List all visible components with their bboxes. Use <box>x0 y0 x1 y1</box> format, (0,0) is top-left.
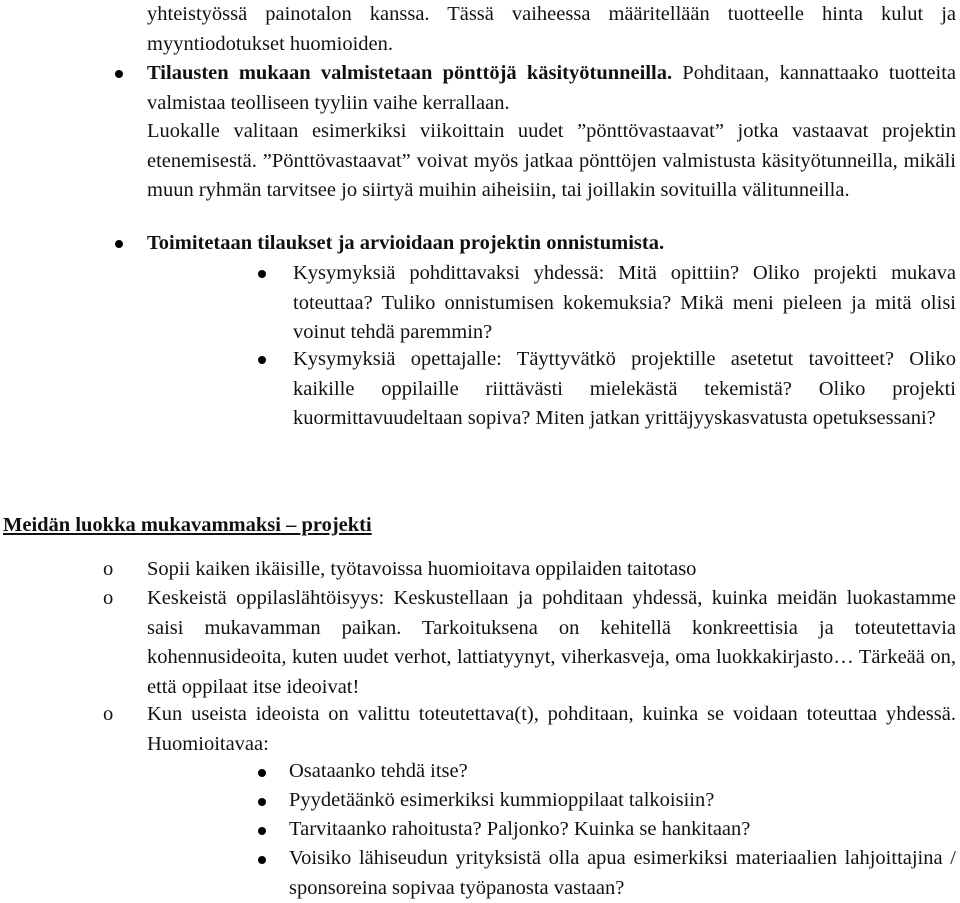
sub-list-item: Voisiko lähiseudun yrityksistä olla apua esimerkiksi materiaalien lahjoittajina / sponsoreina sopivaa työpanosta vastaan? <box>289 847 956 899</box>
sub-list-item-questions-together: Kysymyksiä pohdittavaksi yhdessä: Mitä opittiin? Oliko projekti mukava toteuttaa? Tuliko onnistumisen kokemuksia? Mikä meni pieleen ja mitä olisi voinut tehdä paremmin? <box>293 262 956 343</box>
section-heading: Meidän luokka mukavammaksi – projekti <box>3 514 372 536</box>
o-list-item-2: Keskeistä oppilaslähtöisyys: Keskustellaan ja pohditaan yhdessä, kuinka meidän luokastamme saisi mukavamman paikan. Tarkoituksena on kehitellä konkreettisia ja toteutettavia kohennusideoita, kuten uudet verhot, lattiatyynyt, viherkasveja, oma luokkakirjasto… Tärkeää on, että oppilaat itse ideoivat! <box>147 587 956 698</box>
sub-list-item: Tarvitaanko rahoitusta? Paljonko? Kuinka se hankitaan? <box>289 818 751 840</box>
paragraph-ponttovastaavat: Luokalle valitaan esimerkiksi viikoittain uudet ”pönttövastaavat” jotka vastaavat projektin etenemisestä. ”Pönttövastaavat” voivat myös jatkaa pönttöjen valmistusta käsityötunneilla, mikäli muun ryhmän tarvitsee jo siirtyä muihin aiheisiin, tai joillakin sovituilla välitunneilla. <box>147 120 956 201</box>
bullet-icon <box>258 798 266 806</box>
o-list-item-3: Kun useista ideoista on valittu toteutettava(t), pohditaan, kuinka se voidaan toteuttaa yhdessä. Huomioitavaa: <box>147 703 956 755</box>
list-item-tilausten <box>147 59 956 118</box>
o-bullet-marker: o <box>103 587 114 609</box>
list-item-toimitetaan: Toimitetaan tilaukset ja arvioidaan projektin onnistumista. <box>147 232 665 254</box>
o-bullet-marker: o <box>103 703 114 725</box>
bullet-icon <box>258 856 266 864</box>
o-list-item-1: Sopii kaiken ikäisille, työtavoissa huomioitava oppilaiden taitotaso <box>147 558 697 580</box>
bold-lead-text: Tilausten mukaan valmistetaan pönttöjä käsityötunneilla. <box>147 62 673 84</box>
bullet-icon <box>258 827 266 835</box>
sub-list-item: Pyydetäänkö esimerkiksi kummioppilaat talkoisiin? <box>289 789 715 811</box>
sub-list-item: Osataanko tehdä itse? <box>289 760 468 782</box>
list-item-text: Pohditaan, kannattaako tuotteita valmistaa teolliseen tyyliin vaihe kerrallaan. <box>147 62 957 114</box>
bullet-icon <box>258 769 266 777</box>
o-bullet-marker: o <box>103 558 114 580</box>
sub-list-item-questions-teacher: Kysymyksiä opettajalle: Täyttyvätkö projektille asetetut tavoitteet? Oliko kaikille oppilaille riittävästi mielekästä tekemistä? Oliko projekti kuormittavuudeltaan sopiva? Miten jatkan yrittäjyyskasvatusta opetuksessani? <box>293 348 956 429</box>
bullet-icon <box>258 270 266 278</box>
bullet-icon <box>258 356 266 364</box>
bullet-icon <box>115 240 123 248</box>
paragraph-intro: yhteistyössä painotalon kanssa. Tässä vaiheessa määritellään tuotteelle hinta kulut ja myyntiodotukset huomioiden. <box>147 3 956 55</box>
bullet-icon <box>115 70 123 78</box>
